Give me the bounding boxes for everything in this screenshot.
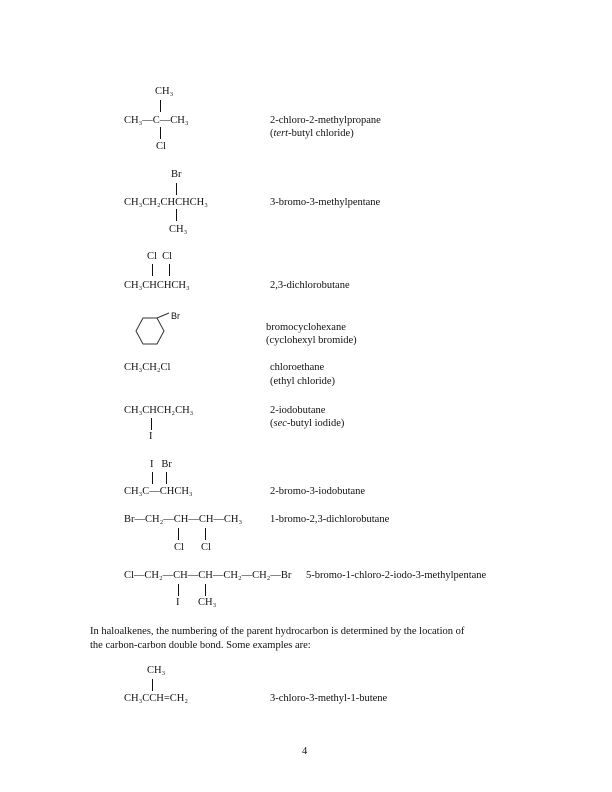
structure-main: CH₃—C—CH₃ — [124, 115, 189, 126]
structure-bottom-1: I — [176, 597, 180, 608]
bond-line — [169, 264, 170, 276]
structure-main: Cl—CH₂—CH—CH—CH₂—CH₂—Br — [124, 570, 292, 581]
bond-line — [166, 472, 167, 484]
bond-line — [152, 679, 153, 691]
structure-top: CH₃ — [147, 665, 166, 676]
bond-line — [205, 584, 206, 596]
structure-main: CH₃CHCHCH₃ — [124, 280, 190, 291]
iupac-name: 5-bromo-1-chloro-2-iodo-3-methylpentane — [306, 570, 487, 581]
structure-bottom: Cl — [156, 141, 166, 152]
bond-line — [160, 100, 161, 112]
structure-top: CH₃ — [155, 86, 174, 97]
structure-top: Cl Cl — [147, 251, 173, 262]
common-name — [270, 127, 354, 140]
common-name-pre: ( — [270, 128, 274, 139]
bond-line — [152, 264, 153, 276]
structure-bottom-2: CH₃ — [198, 597, 217, 608]
structure-bottom-1: Cl — [174, 542, 184, 553]
structure-top: I Br — [150, 459, 172, 470]
common-name-post: -butyl chloride) — [288, 128, 354, 139]
structure-main: CH₃CHCH₂CH₃ — [124, 405, 194, 416]
structure-main: CH₃CH₂CHCHCH₃ — [124, 197, 208, 208]
structure-bottom: I — [149, 431, 153, 442]
bond-line — [176, 183, 177, 195]
substituent-label: Br — [171, 311, 180, 321]
common-name: (cyclohexyl bromide) — [266, 335, 357, 346]
bond-line — [151, 418, 152, 430]
bond-line — [176, 209, 177, 221]
paragraph-line: In haloalkenes, the numbering of the parent hydrocarbon is determined by the location of — [90, 626, 465, 637]
structure-main: CH₃CCH=CH₂ — [124, 693, 189, 704]
structure-top: Br — [171, 169, 182, 180]
paragraph-line: the carbon-carbon double bond. Some examples are: — [90, 640, 311, 651]
bond-line — [178, 528, 179, 540]
structure-bottom-2: Cl — [201, 542, 211, 553]
bond-line — [152, 472, 153, 484]
iupac-name: 1-bromo-2,3-dichlorobutane — [270, 514, 390, 525]
iupac-name: bromocyclohexane — [266, 322, 346, 333]
common-name — [270, 417, 344, 430]
bond-line — [205, 528, 206, 540]
common-name-post: -butyl iodide) — [286, 418, 345, 429]
iupac-name: 2-bromo-3-iodobutane — [270, 486, 366, 497]
iupac-name: 3-bromo-3-methylpentane — [270, 197, 381, 208]
iupac-name: 3-chloro-3-methyl-1-butene — [270, 693, 388, 704]
bond-line — [160, 127, 161, 139]
structure-main: CH₃C—CHCH₃ — [124, 486, 193, 497]
common-name-pre: ( — [270, 418, 274, 429]
iupac-name: 2-iodobutane — [270, 405, 326, 416]
page-number: 4 — [302, 746, 308, 757]
structure-bottom: CH₃ — [169, 224, 188, 235]
iupac-name: 2,3-dichlorobutane — [270, 280, 350, 291]
bond-line — [178, 584, 179, 596]
common-name-italic: tert — [273, 128, 289, 139]
structure-main: Br—CH₂—CH—CH—CH₃ — [124, 514, 243, 525]
common-name: (ethyl chloride) — [270, 376, 336, 387]
common-name-italic: sec — [273, 418, 287, 429]
iupac-name: 2-chloro-2-methylpropane — [270, 115, 381, 126]
iupac-name: chloroethane — [270, 362, 325, 373]
structure-main: CH₃CH₂Cl — [124, 362, 171, 373]
